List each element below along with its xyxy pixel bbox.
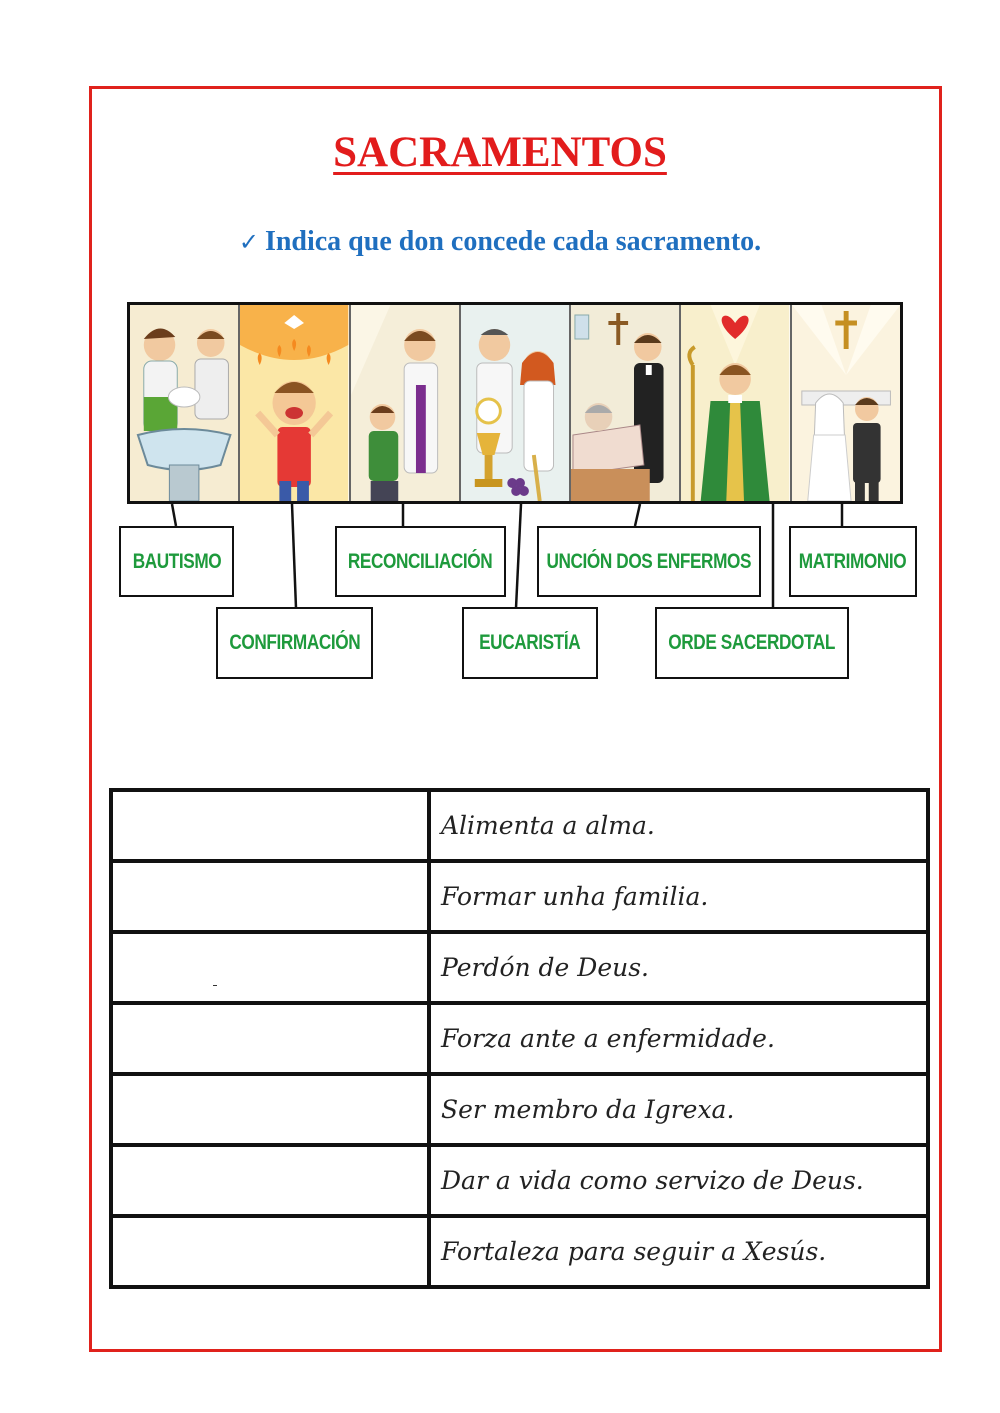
label-confirmacion[interactable]: CONFIRMACIÓN bbox=[216, 607, 373, 679]
eucharist-illustration-icon bbox=[461, 305, 571, 501]
instruction-text: Indica que don concede cada sacramento. bbox=[264, 226, 762, 257]
matrimony-illustration-icon bbox=[792, 305, 900, 501]
label-orde-sacerdotal[interactable]: ORDE SACERDOTAL bbox=[655, 607, 849, 679]
baptism-illustration-icon bbox=[130, 305, 240, 501]
description-cell: Forza ante a enfermidade. bbox=[429, 1003, 928, 1074]
table-row bbox=[111, 1145, 928, 1216]
table-row bbox=[111, 1074, 928, 1145]
label-reconciliacion[interactable]: RECONCILIACIÓN bbox=[335, 526, 506, 597]
confirmation-illustration-icon bbox=[240, 305, 350, 501]
table-row bbox=[111, 1216, 928, 1287]
description-cell: Formar unha familia. bbox=[429, 861, 928, 932]
answer-cell[interactable] bbox=[111, 1074, 429, 1145]
answer-cell[interactable] bbox=[111, 932, 429, 1003]
description-cell: Dar a vida como servizo de Deus. bbox=[429, 1145, 928, 1216]
table-row bbox=[111, 790, 928, 861]
description-cell: Fortaleza para seguir a Xesús. bbox=[429, 1216, 928, 1287]
label-eucaristia[interactable]: EUCARISTÍA bbox=[462, 607, 598, 679]
stray-mark bbox=[213, 985, 217, 986]
checkmark-icon: ✓ bbox=[238, 230, 259, 256]
answer-cell[interactable] bbox=[111, 1003, 429, 1074]
description-cell: Ser membro da Igrexa. bbox=[429, 1074, 928, 1145]
instruction bbox=[0, 226, 1000, 258]
sacraments-illustration-strip bbox=[127, 302, 903, 504]
answer-cell[interactable] bbox=[111, 861, 429, 932]
answer-cell[interactable] bbox=[111, 1145, 429, 1216]
holy-orders-illustration-icon bbox=[681, 305, 791, 501]
reconciliation-illustration-icon bbox=[351, 305, 461, 501]
answer-cell[interactable] bbox=[111, 1216, 429, 1287]
label-bautismo[interactable]: BAUTISMO bbox=[119, 526, 234, 597]
table-row bbox=[111, 1003, 928, 1074]
description-cell: Perdón de Deus. bbox=[429, 932, 928, 1003]
table-row bbox=[111, 861, 928, 932]
label-uncion-dos-enfermos[interactable]: UNCIÓN DOS ENFERMOS bbox=[537, 526, 761, 597]
description-cell: Alimenta a alma. bbox=[429, 790, 928, 861]
matching-table bbox=[109, 788, 930, 1289]
table-row bbox=[111, 932, 928, 1003]
answer-cell[interactable] bbox=[111, 790, 429, 861]
anointing-illustration-icon bbox=[571, 305, 681, 501]
page-title: SACRAMENTOS bbox=[333, 129, 667, 176]
label-matrimonio[interactable]: MATRIMONIO bbox=[789, 526, 917, 597]
